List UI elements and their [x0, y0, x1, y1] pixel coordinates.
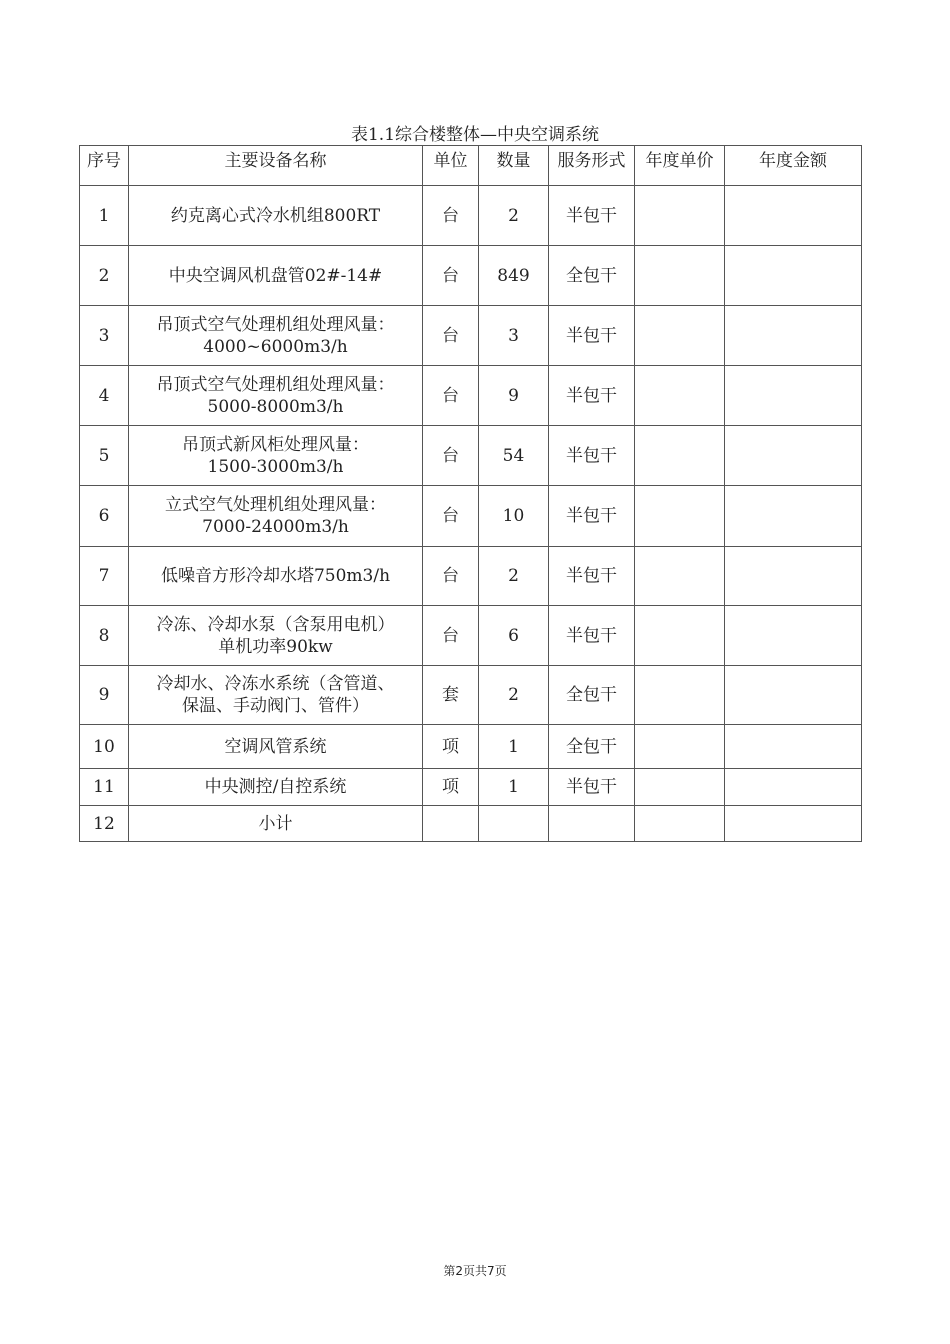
- quantity-cell: 9: [479, 366, 549, 426]
- service-type-cell: 半包干: [549, 426, 635, 486]
- equipment-name-line: 低噪音方形冷却水塔750m3/h: [160, 566, 391, 586]
- table-row: [80, 306, 862, 366]
- equipment-name-cell: [129, 806, 423, 842]
- unit-cell: [423, 806, 479, 842]
- equipment-name-cell: [129, 547, 423, 606]
- unit-cell: 台: [423, 547, 479, 606]
- equipment-name-cell: [129, 366, 423, 426]
- annual-price-cell: [635, 769, 725, 806]
- table-row: [80, 806, 862, 842]
- table-body: [80, 186, 862, 842]
- quantity-cell: 2: [479, 186, 549, 246]
- row-no-cell: 2: [80, 246, 129, 306]
- table-row: [80, 725, 862, 769]
- equipment-name-line: 中央测控/自控系统: [204, 777, 347, 797]
- row-no-cell: 6: [80, 486, 129, 547]
- equipment-name-line: 7000-24000m3/h: [202, 517, 349, 537]
- annual-price-cell: [635, 246, 725, 306]
- row-no-cell: 10: [80, 725, 129, 769]
- annual-amount-cell: [725, 606, 862, 666]
- annual-price-cell: [635, 186, 725, 246]
- row-no-cell: 12: [80, 806, 129, 842]
- quantity-cell: 1: [479, 769, 549, 806]
- row-no-cell: 5: [80, 426, 129, 486]
- quantity-cell: 10: [479, 486, 549, 547]
- service-type-cell: [549, 806, 635, 842]
- annual-amount-cell: [725, 486, 862, 547]
- table-header-row: [80, 146, 862, 186]
- table-row: [80, 366, 862, 426]
- table-row: [80, 606, 862, 666]
- annual-amount-cell: [725, 366, 862, 426]
- annual-price-cell: [635, 486, 725, 547]
- row-no-cell: 1: [80, 186, 129, 246]
- quantity-cell: 1: [479, 725, 549, 769]
- equipment-table: [79, 145, 862, 842]
- unit-cell: 台: [423, 306, 479, 366]
- header-cell-price: 年度单价: [635, 146, 725, 186]
- equipment-name-cell: [129, 725, 423, 769]
- service-type-cell: 全包干: [549, 725, 635, 769]
- header-cell-no: 序号: [80, 146, 129, 186]
- table-row: [80, 547, 862, 606]
- service-type-cell: 半包干: [549, 366, 635, 426]
- service-type-cell: 全包干: [549, 666, 635, 725]
- annual-amount-cell: [725, 769, 862, 806]
- service-type-cell: 半包干: [549, 306, 635, 366]
- equipment-name-line: 空调风管系统: [224, 736, 327, 757]
- equipment-name-cell: [129, 306, 423, 366]
- header-cell-name: 主要设备名称: [129, 146, 423, 186]
- service-type-cell: 半包干: [549, 186, 635, 246]
- annual-amount-cell: [725, 246, 862, 306]
- annual-amount-cell: [725, 426, 862, 486]
- unit-cell: 台: [423, 426, 479, 486]
- equipment-name-line: 吊顶式空气处理机组处理风量：: [156, 314, 395, 335]
- table-caption: 表1.1综合楼整体—中央空调系统: [350, 125, 600, 145]
- unit-cell: 套: [423, 666, 479, 725]
- annual-price-cell: [635, 806, 725, 842]
- equipment-name-line: 5000-8000m3/h: [207, 396, 344, 417]
- equipment-name-line: 单机功率90kw: [218, 636, 333, 657]
- header-cell-amount: 年度金额: [725, 146, 862, 186]
- service-type-cell: 半包干: [549, 606, 635, 666]
- equipment-name-line: 吊顶式空气处理机组处理风量：: [156, 374, 395, 395]
- equipment-name-cell: [129, 769, 423, 806]
- equipment-name-line: 吊顶式新风柜处理风量：: [182, 434, 369, 455]
- equipment-name-line: 约克离心式冷水机组800RT: [170, 205, 381, 226]
- service-type-cell: 全包干: [549, 246, 635, 306]
- annual-amount-cell: [725, 306, 862, 366]
- annual-price-cell: [635, 606, 725, 666]
- header-cell-service: 服务形式: [549, 146, 635, 186]
- row-no-cell: 11: [80, 769, 129, 806]
- equipment-name-cell: [129, 486, 423, 547]
- quantity-cell: 2: [479, 666, 549, 725]
- equipment-name-cell: [129, 246, 423, 306]
- header-cell-qty: 数量: [479, 146, 549, 186]
- row-no-cell: 9: [80, 666, 129, 725]
- quantity-cell: 3: [479, 306, 549, 366]
- equipment-name-line: 中央空调风机盘管02#-14#: [168, 265, 383, 286]
- annual-price-cell: [635, 306, 725, 366]
- quantity-cell: 2: [479, 547, 549, 606]
- annual-price-cell: [635, 725, 725, 769]
- annual-amount-cell: [725, 666, 862, 725]
- equipment-name-cell: [129, 426, 423, 486]
- annual-price-cell: [635, 666, 725, 725]
- table-row: [80, 486, 862, 547]
- row-no-cell: 4: [80, 366, 129, 426]
- equipment-name-line: 小计: [258, 813, 293, 834]
- service-type-cell: 半包干: [549, 486, 635, 547]
- table-row: [80, 666, 862, 725]
- equipment-name-line: 冷却水、冷冻水系统（含管道、: [156, 674, 395, 694]
- annual-amount-cell: [725, 547, 862, 606]
- equipment-name-line: 保温、手动阀门、管件）: [182, 696, 369, 716]
- service-type-cell: 半包干: [549, 547, 635, 606]
- equipment-name-line: 1500-3000m3/h: [207, 456, 344, 477]
- unit-cell: 台: [423, 186, 479, 246]
- unit-cell: 项: [423, 769, 479, 806]
- service-type-cell: 半包干: [549, 769, 635, 806]
- quantity-cell: 54: [479, 426, 549, 486]
- equipment-name-cell: [129, 186, 423, 246]
- quantity-cell: 849: [479, 246, 549, 306]
- table-row: [80, 186, 862, 246]
- equipment-name-cell: [129, 666, 423, 725]
- annual-amount-cell: [725, 806, 862, 842]
- unit-cell: 台: [423, 246, 479, 306]
- annual-price-cell: [635, 366, 725, 426]
- table-row: [80, 246, 862, 306]
- annual-price-cell: [635, 426, 725, 486]
- quantity-cell: 6: [479, 606, 549, 666]
- row-no-cell: 7: [80, 547, 129, 606]
- unit-cell: 台: [423, 606, 479, 666]
- unit-cell: 项: [423, 725, 479, 769]
- page-number: 第2页共7页: [443, 1264, 507, 1278]
- equipment-name-cell: [129, 606, 423, 666]
- annual-price-cell: [635, 547, 725, 606]
- table-row: [80, 426, 862, 486]
- row-no-cell: 8: [80, 606, 129, 666]
- annual-amount-cell: [725, 725, 862, 769]
- table-row: [80, 769, 862, 806]
- equipment-name-line: 4000~6000m3/h: [203, 336, 348, 357]
- unit-cell: 台: [423, 366, 479, 426]
- header-cell-unit: 单位: [423, 146, 479, 186]
- quantity-cell: [479, 806, 549, 842]
- unit-cell: 台: [423, 486, 479, 547]
- equipment-name-line: 立式空气处理机组处理风量：: [165, 495, 386, 515]
- equipment-name-line: 冷冻、冷却水泵（含泵用电机）: [156, 614, 395, 635]
- row-no-cell: 3: [80, 306, 129, 366]
- annual-amount-cell: [725, 186, 862, 246]
